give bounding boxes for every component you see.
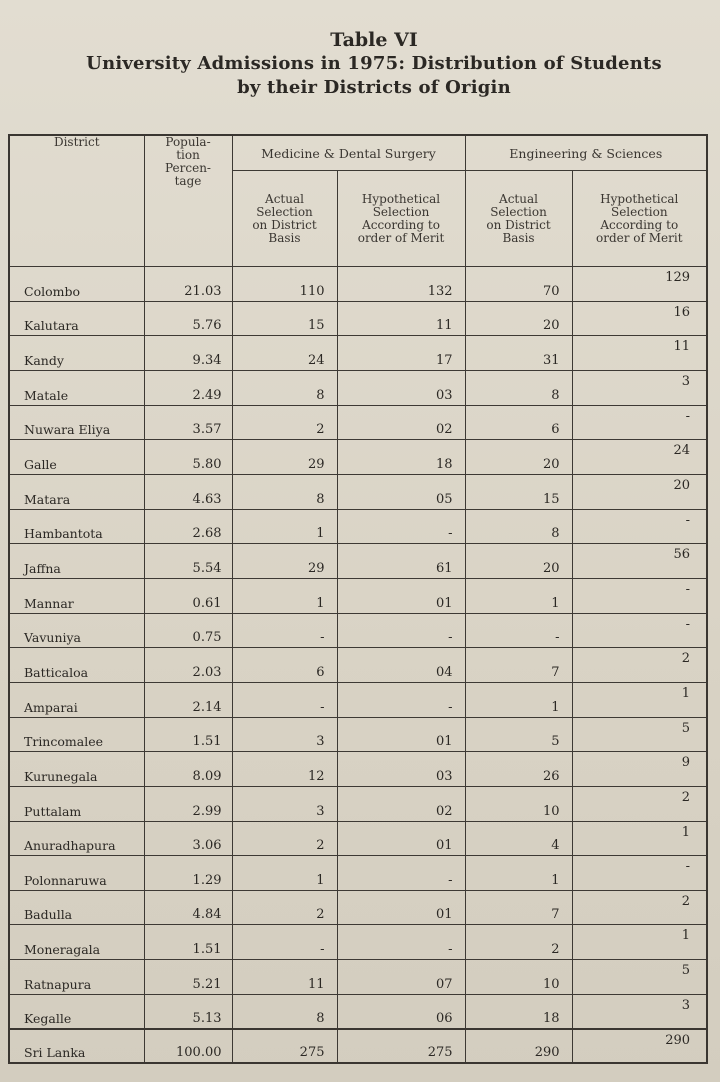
med-actual-cell: 6 [232,648,337,683]
district-cell: Vavuniya [9,613,144,648]
med-hypothetical-cell: 01 [337,821,465,856]
eng-actual-cell: 70 [465,267,572,302]
table-row [9,578,707,613]
med-hypothetical-cell: 06 [337,994,465,1029]
eng-actual-cell: 1 [465,856,572,891]
table-row [9,336,707,371]
med-actual-cell: 29 [232,440,337,475]
med-actual-cell: - [232,682,337,717]
table-row [9,474,707,509]
med-hypothetical-cell: 02 [337,405,465,440]
population-cell: 1.51 [144,717,232,752]
header-med-hypothetical-selection: Hypothetical Selection According to order of Merit [337,171,465,267]
med-hypothetical-cell: 132 [337,267,465,302]
med-hypothetical-cell: - [337,682,465,717]
med-hypothetical-cell: 07 [337,960,465,995]
med-actual-cell: 2 [232,405,337,440]
med-actual-cell: 2 [232,890,337,925]
district-cell: Kurunegala [9,752,144,787]
med-actual-cell: 24 [232,336,337,371]
med-hypothetical-cell: 01 [337,717,465,752]
eng-hypothetical-cell: 56 [572,544,707,579]
population-cell: 3.06 [144,821,232,856]
eng-actual-cell: 2 [465,925,572,960]
eng-hypothetical-cell: - [572,509,707,544]
population-cell: 2.14 [144,682,232,717]
population-cell: 8.09 [144,752,232,787]
med-hypothetical-cell: 17 [337,336,465,371]
med-hypothetical-cell: - [337,856,465,891]
district-cell: Colombo [9,267,144,302]
population-cell: 100.00 [144,1029,232,1063]
district-cell: Badulla [9,890,144,925]
population-cell: 5.54 [144,544,232,579]
eng-actual-cell: 6 [465,405,572,440]
header-eng-hypothetical-selection: Hypothetical Selection According to order of Merit [572,171,707,267]
med-actual-cell: 3 [232,717,337,752]
eng-hypothetical-cell: 290 [572,1029,707,1063]
district-cell: Kandy [9,336,144,371]
eng-hypothetical-cell: - [572,578,707,613]
med-actual-cell: 1 [232,509,337,544]
eng-hypothetical-cell: 1 [572,821,707,856]
table-row [9,890,707,925]
admissions-table [8,134,708,1064]
district-cell: Kalutara [9,301,144,336]
header-population-percentage: Popula- tion Percen- tage [144,135,232,267]
med-actual-cell: 3 [232,786,337,821]
table-row [9,370,707,405]
table-row [9,856,707,891]
table-row [9,613,707,648]
eng-actual-cell: 8 [465,370,572,405]
eng-actual-cell: 10 [465,786,572,821]
eng-actual-cell: 10 [465,960,572,995]
header-eng-actual-selection: Actual Selection on District Basis [465,171,572,267]
eng-actual-cell: 1 [465,578,572,613]
district-cell: Amparai [9,682,144,717]
population-cell: 4.63 [144,474,232,509]
eng-hypothetical-cell: 1 [572,682,707,717]
med-hypothetical-cell: 275 [337,1029,465,1063]
eng-actual-cell: 20 [465,301,572,336]
district-cell: Matara [9,474,144,509]
med-actual-cell: 8 [232,370,337,405]
med-hypothetical-cell: 01 [337,890,465,925]
eng-actual-cell: 20 [465,440,572,475]
district-cell: Nuwara Eliya [9,405,144,440]
table-subtitle-line1: University Admissions in 1975: Distribution of Students [86,53,662,74]
total-row [9,1029,707,1063]
population-cell: 1.51 [144,925,232,960]
med-actual-cell: 275 [232,1029,337,1063]
eng-hypothetical-cell: 9 [572,752,707,787]
district-cell: Jaffna [9,544,144,579]
eng-hypothetical-cell: 16 [572,301,707,336]
population-cell: 5.76 [144,301,232,336]
district-cell: Ratnapura [9,960,144,995]
header-engineering-sciences: Engineering & Sciences [465,135,707,171]
population-cell: 2.03 [144,648,232,683]
eng-hypothetical-cell: 2 [572,648,707,683]
eng-actual-cell: 26 [465,752,572,787]
eng-actual-cell: 8 [465,509,572,544]
eng-actual-cell: 4 [465,821,572,856]
table-row [9,440,707,475]
med-actual-cell: 110 [232,267,337,302]
table-row [9,301,707,336]
eng-actual-cell: 290 [465,1029,572,1063]
population-cell: 5.80 [144,440,232,475]
eng-hypothetical-cell: 24 [572,440,707,475]
med-hypothetical-cell: 11 [337,301,465,336]
med-hypothetical-cell: - [337,925,465,960]
table-row [9,717,707,752]
med-hypothetical-cell: 61 [337,544,465,579]
table-row [9,544,707,579]
eng-hypothetical-cell: - [572,405,707,440]
med-actual-cell: 1 [232,578,337,613]
header-medicine-dental-surgery: Medicine & Dental Surgery [232,135,465,171]
district-cell: Moneragala [9,925,144,960]
eng-actual-cell: 7 [465,890,572,925]
med-hypothetical-cell: 05 [337,474,465,509]
district-cell: Mannar [9,578,144,613]
eng-hypothetical-cell: 129 [572,267,707,302]
table-row [9,682,707,717]
med-actual-cell: 12 [232,752,337,787]
eng-hypothetical-cell: 11 [572,336,707,371]
eng-hypothetical-cell: 1 [572,925,707,960]
population-cell: 0.61 [144,578,232,613]
med-actual-cell: 11 [232,960,337,995]
eng-actual-cell: 1 [465,682,572,717]
eng-hypothetical-cell: 5 [572,960,707,995]
med-actual-cell: 15 [232,301,337,336]
eng-hypothetical-cell: 5 [572,717,707,752]
med-hypothetical-cell: 02 [337,786,465,821]
med-hypothetical-cell: 01 [337,578,465,613]
eng-actual-cell: 31 [465,336,572,371]
med-actual-cell: - [232,613,337,648]
population-cell: 5.21 [144,960,232,995]
table-body [9,267,707,1064]
table-row [9,267,707,302]
eng-actual-cell: 5 [465,717,572,752]
population-cell: 4.84 [144,890,232,925]
table-subtitle-line2: by their Districts of Origin [237,77,511,98]
table-row [9,752,707,787]
med-hypothetical-cell: 18 [337,440,465,475]
district-cell: Sri Lanka [9,1029,144,1063]
table-row [9,509,707,544]
eng-actual-cell: 20 [465,544,572,579]
table-row [9,648,707,683]
med-actual-cell: - [232,925,337,960]
eng-hypothetical-cell: 2 [572,890,707,925]
population-cell: 2.68 [144,509,232,544]
med-actual-cell: 2 [232,821,337,856]
table-row [9,925,707,960]
eng-hypothetical-cell: - [572,613,707,648]
district-cell: Kegalle [9,994,144,1029]
table-title: Table VI [330,29,418,51]
population-cell: 21.03 [144,267,232,302]
table-row [9,994,707,1029]
district-cell: Puttalam [9,786,144,821]
population-cell: 1.29 [144,856,232,891]
med-hypothetical-cell: 03 [337,370,465,405]
eng-actual-cell: 15 [465,474,572,509]
table-row [9,405,707,440]
med-hypothetical-cell: - [337,509,465,544]
eng-actual-cell: 18 [465,994,572,1029]
eng-actual-cell: - [465,613,572,648]
med-hypothetical-cell: 03 [337,752,465,787]
eng-hypothetical-cell: 2 [572,786,707,821]
table-row [9,960,707,995]
med-actual-cell: 1 [232,856,337,891]
med-actual-cell: 29 [232,544,337,579]
med-hypothetical-cell: - [337,613,465,648]
med-actual-cell: 8 [232,474,337,509]
eng-hypothetical-cell: - [572,856,707,891]
population-cell: 5.13 [144,994,232,1029]
med-hypothetical-cell: 04 [337,648,465,683]
header-district: District [9,135,144,267]
district-cell: Trincomalee [9,717,144,752]
table-row [9,786,707,821]
district-cell: Galle [9,440,144,475]
eng-hypothetical-cell: 3 [572,994,707,1029]
table-row [9,821,707,856]
district-cell: Polonnaruwa [9,856,144,891]
population-cell: 3.57 [144,405,232,440]
district-cell: Hambantota [9,509,144,544]
header-med-actual-selection: Actual Selection on District Basis [232,171,337,267]
title-block [0,28,720,100]
district-cell: Batticaloa [9,648,144,683]
med-actual-cell: 8 [232,994,337,1029]
district-cell: Matale [9,370,144,405]
table-header [9,135,707,267]
population-cell: 2.99 [144,786,232,821]
population-cell: 2.49 [144,370,232,405]
eng-actual-cell: 7 [465,648,572,683]
eng-hypothetical-cell: 20 [572,474,707,509]
population-cell: 9.34 [144,336,232,371]
eng-hypothetical-cell: 3 [572,370,707,405]
population-cell: 0.75 [144,613,232,648]
district-cell: Anuradhapura [9,821,144,856]
